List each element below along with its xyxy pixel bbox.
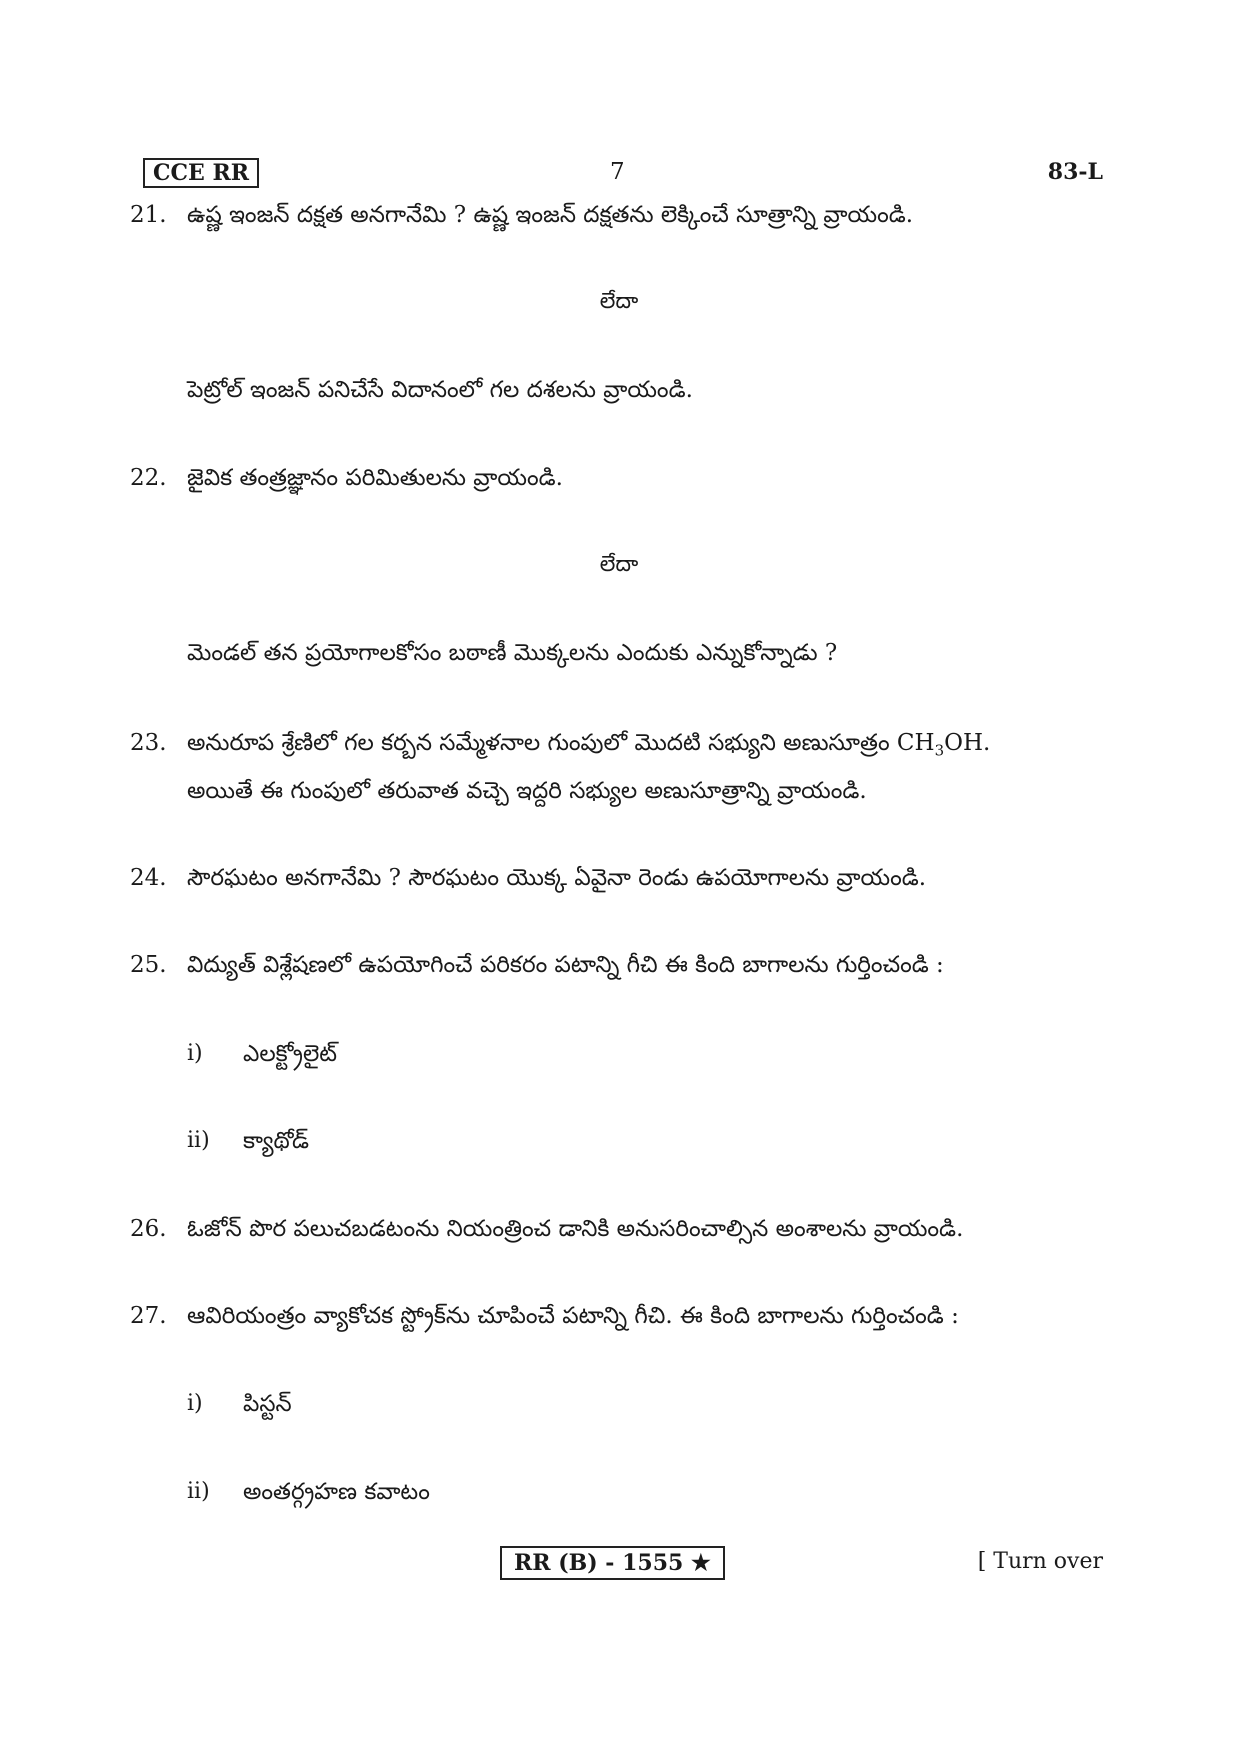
formula-subscript: 3 [934,741,945,760]
question-25-item-text: క్యాథోడ్ [243,1128,310,1154]
question-24-text: సౌరఘటం అనగానేమి ? సౌరఘటం యొక్క ఏవైనా రెండు ఉపయోగాలను వ్రాయండి. [187,865,927,891]
question-number-24: 24. [130,865,167,891]
or-label-21: లేదా [599,289,639,314]
question-23-line-1 [187,727,990,767]
question-26-text: ఓజోన్ పొర పలుచబడటంను నియంత్రించ డానికి అనుసరించాల్సిన అంశాలను వ్రాయండి. [187,1216,964,1242]
question-number-23: 23. [130,730,167,756]
question-23-line-1-text: అనురూప శ్రేణిలో గల కర్బన సమ్మేళనాల గుంపులో మొదటి సభ్యుని అణుసూత్రం CH [187,730,935,756]
paper-code: 83-L [1047,159,1103,185]
question-27-item-text: అంతర్గ్రహణ కవాటం [243,1479,430,1505]
turn-over-label: [ Turn over [977,1549,1103,1574]
question-27-item-label: ii) [187,1479,210,1504]
series-code-badge: CCE RR [143,158,259,188]
question-number-26: 26. [130,1216,167,1242]
question-27-item-label: i) [187,1391,203,1416]
question-25-text: విద్యుత్ విశ్లేషణలో ఉపయోగించే పరికరం పటాన్ని గీచి ఈ కింది బాగాలను గుర్తించండి : [187,952,944,978]
question-21-text: ఉష్ణ ఇంజన్ దక్షత అనగానేమి ? ఉష్ణ ఇంజన్ దక్షతను లెక్కించే సూత్రాన్ని వ్రాయండి. [187,202,914,228]
question-22-alt-text: మెండల్ తన ప్రయోగాలకోసం బఠాణీ మొక్కలను ఎందుకు ఎన్నుకోన్నాడు ? [187,640,838,666]
page-header [143,158,1103,188]
question-21-alt-text: పెట్రోల్ ఇంజన్ పనిచేసే విదానంలో గల దశలను వ్రాయండి. [187,377,693,403]
question-25-item-text: ఎలక్ట్రోలైట్ [243,1041,338,1067]
question-25-item-label: ii) [187,1128,210,1153]
question-23-line-2: అయితే ఈ గుంపులో తరువాత వచ్చె ఇద్దరి సభ్యుల అణుసూత్రాన్ని వ్రాయండి. [187,778,867,804]
question-22-text: జైవిక తంత్రజ్ఞానం పరిమితులను వ్రాయండి. [187,465,563,491]
question-number-25: 25. [130,952,167,978]
booklet-code-badge: RR (B) - 1555 ★ [500,1546,725,1580]
or-label-22: లేదా [599,552,639,577]
question-27-item-text: పిస్టన్ [243,1391,292,1417]
question-number-27: 27. [130,1303,167,1329]
question-number-22: 22. [130,465,167,491]
question-23-line-1-end: OH. [944,730,991,756]
question-number-21: 21. [130,202,167,228]
question-25-item-label: i) [187,1041,203,1066]
question-27-text: ఆవిరియంత్రం వ్యాకోచక స్ట్రోక్‌ను చూపించే పటాన్ని గీచి. ఈ కింది బాగాలను గుర్తించండి : [187,1303,959,1329]
page-number: 7 [610,159,625,185]
